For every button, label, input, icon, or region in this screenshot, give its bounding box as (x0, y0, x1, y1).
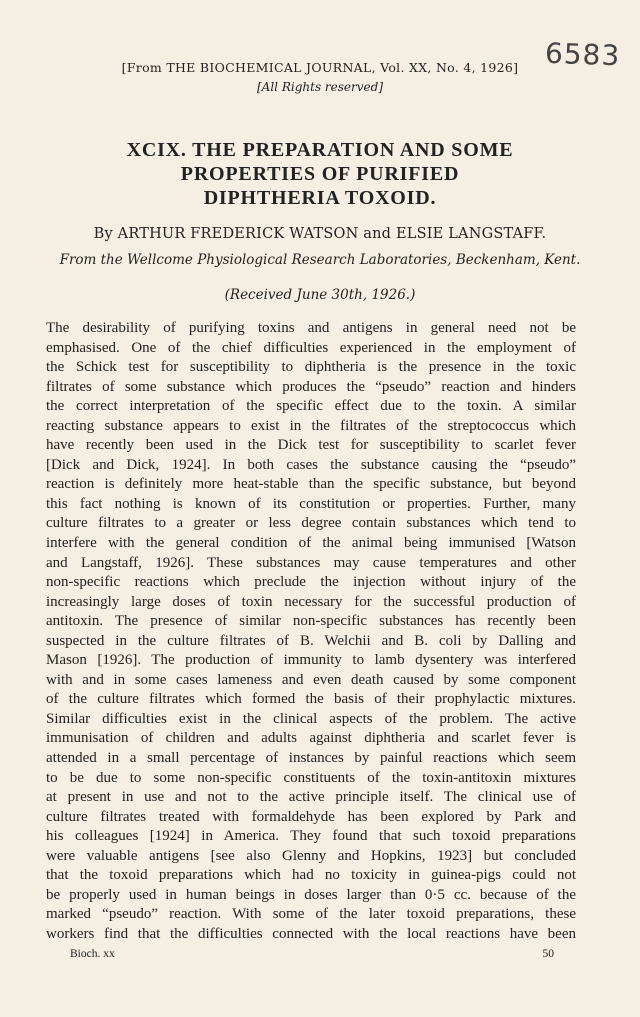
page-number: 50 (542, 948, 554, 960)
body-line: reacting substance appears to exist in the filtrates of the streptococcus which (46, 417, 576, 434)
title-line: DIPHTHERIA TOXOID. (203, 187, 437, 209)
body-line: this fact nothing is known of its constitution or properties. Further, many (46, 495, 576, 512)
body-line: with and in some cases lameness and even death caused by some component (46, 671, 576, 688)
body-line: interfere with the general condition of the animal being immunised [Watson (46, 535, 576, 552)
body-line: Similar difficulties exist in the clinical aspects of the problem. The active (46, 710, 576, 727)
body-line: suspected in the culture filtrates of B. Welchii and B. coli by Dalling and (46, 632, 576, 649)
body-line: that the toxoid preparations which had no toxicity in guinea-pigs could not (46, 867, 576, 884)
body-line: his colleagues [1924] in America. They found that such toxoid preparations (46, 828, 576, 845)
body-line: Mason [1926]. The production of immunity to lamb dysentery was interfered (46, 652, 576, 669)
footer-journal-abbrev: Bioch. xx (70, 948, 115, 960)
body-line: marked “pseudo” reaction. With some of the later toxoid preparations, these (46, 906, 576, 923)
body-line: to be due to some non-specific constituents of the toxin-antitoxin mixtures (46, 769, 576, 786)
body-line: The desirability of purifying toxins and antigens in general need not be (46, 320, 576, 336)
rights-line: [All Rights reserved] (257, 80, 383, 94)
body-line: the Schick test for susceptibility to diphtheria is the presence in the toxic (46, 359, 576, 376)
body-line: filtrates of some substance which produces the “pseudo” reaction and hinders (46, 378, 576, 395)
affiliation-line: From the Wellcome Physiological Research Laboratories, Beckenham, Kent. (59, 252, 581, 268)
body-line: and Langstaff, 1926]. These substances may cause temperatures and other (46, 554, 576, 571)
body-line: reaction is definitely more heat-stable than the specific substance, but beyond (46, 476, 576, 493)
journal-source-line: [From THE BIOCHEMICAL JOURNAL, Vol. XX, No. 4, 1926] (121, 60, 519, 75)
body-line: increasingly large doses of toxin necessary for the successful production of (46, 593, 576, 610)
body-line: antitoxin. The presence of similar non-specific substances has recently been (46, 613, 576, 630)
body-line: attended in a small percentage of instances by painful reactions which seem (46, 750, 576, 767)
body-line: non-specific reactions which preclude the injection without injury of the (46, 574, 576, 591)
body-line: the correct interpretation of the specific effect due to the toxin. A similar (46, 398, 576, 415)
body-line: immunisation of children and adults against diphtheria and scarlet fever is (46, 730, 576, 747)
body-line: [Dick and Dick, 1924]. In both cases the substance causing the “pseudo” (46, 456, 576, 473)
body-line: of the culture filtrates which formed the basis of their prophylactic mixtures. (46, 691, 576, 708)
received-date: (Received June 30th, 1926.) (224, 287, 416, 303)
body-line: were valuable antigens [see also Glenny and Hopkins, 1923] but concluded (46, 847, 576, 864)
handwritten-accession-number: 6583 (544, 36, 621, 73)
authors-line: By ARTHUR FREDERICK WATSON and ELSIE LANGSTAFF. (93, 226, 547, 242)
body-line: at present in use and not to the active principle itself. The clinical use of (46, 789, 576, 806)
title-line: PROPERTIES OF PURIFIED (180, 163, 460, 185)
body-line: culture filtrates treated with formaldehyde has been explored by Park and (46, 808, 576, 825)
body-line: workers find that the difficulties connected with the local reactions have been (46, 925, 576, 942)
article-title (60, 138, 580, 210)
page-footer (70, 948, 554, 960)
body-line: be properly used in human beings in doses larger than 0·5 cc. because of the (46, 886, 576, 903)
body-line: culture filtrates to a greater or less degree contain substances which tend to (46, 515, 576, 532)
body-line: have recently been used in the Dick test for susceptibility to scarlet fever (46, 437, 576, 454)
title-line: XCIX. THE PREPARATION AND SOME (126, 139, 514, 161)
body-text (46, 319, 576, 945)
body-line: emphasised. One of the chief difficulties experienced in the employment of (46, 339, 576, 356)
